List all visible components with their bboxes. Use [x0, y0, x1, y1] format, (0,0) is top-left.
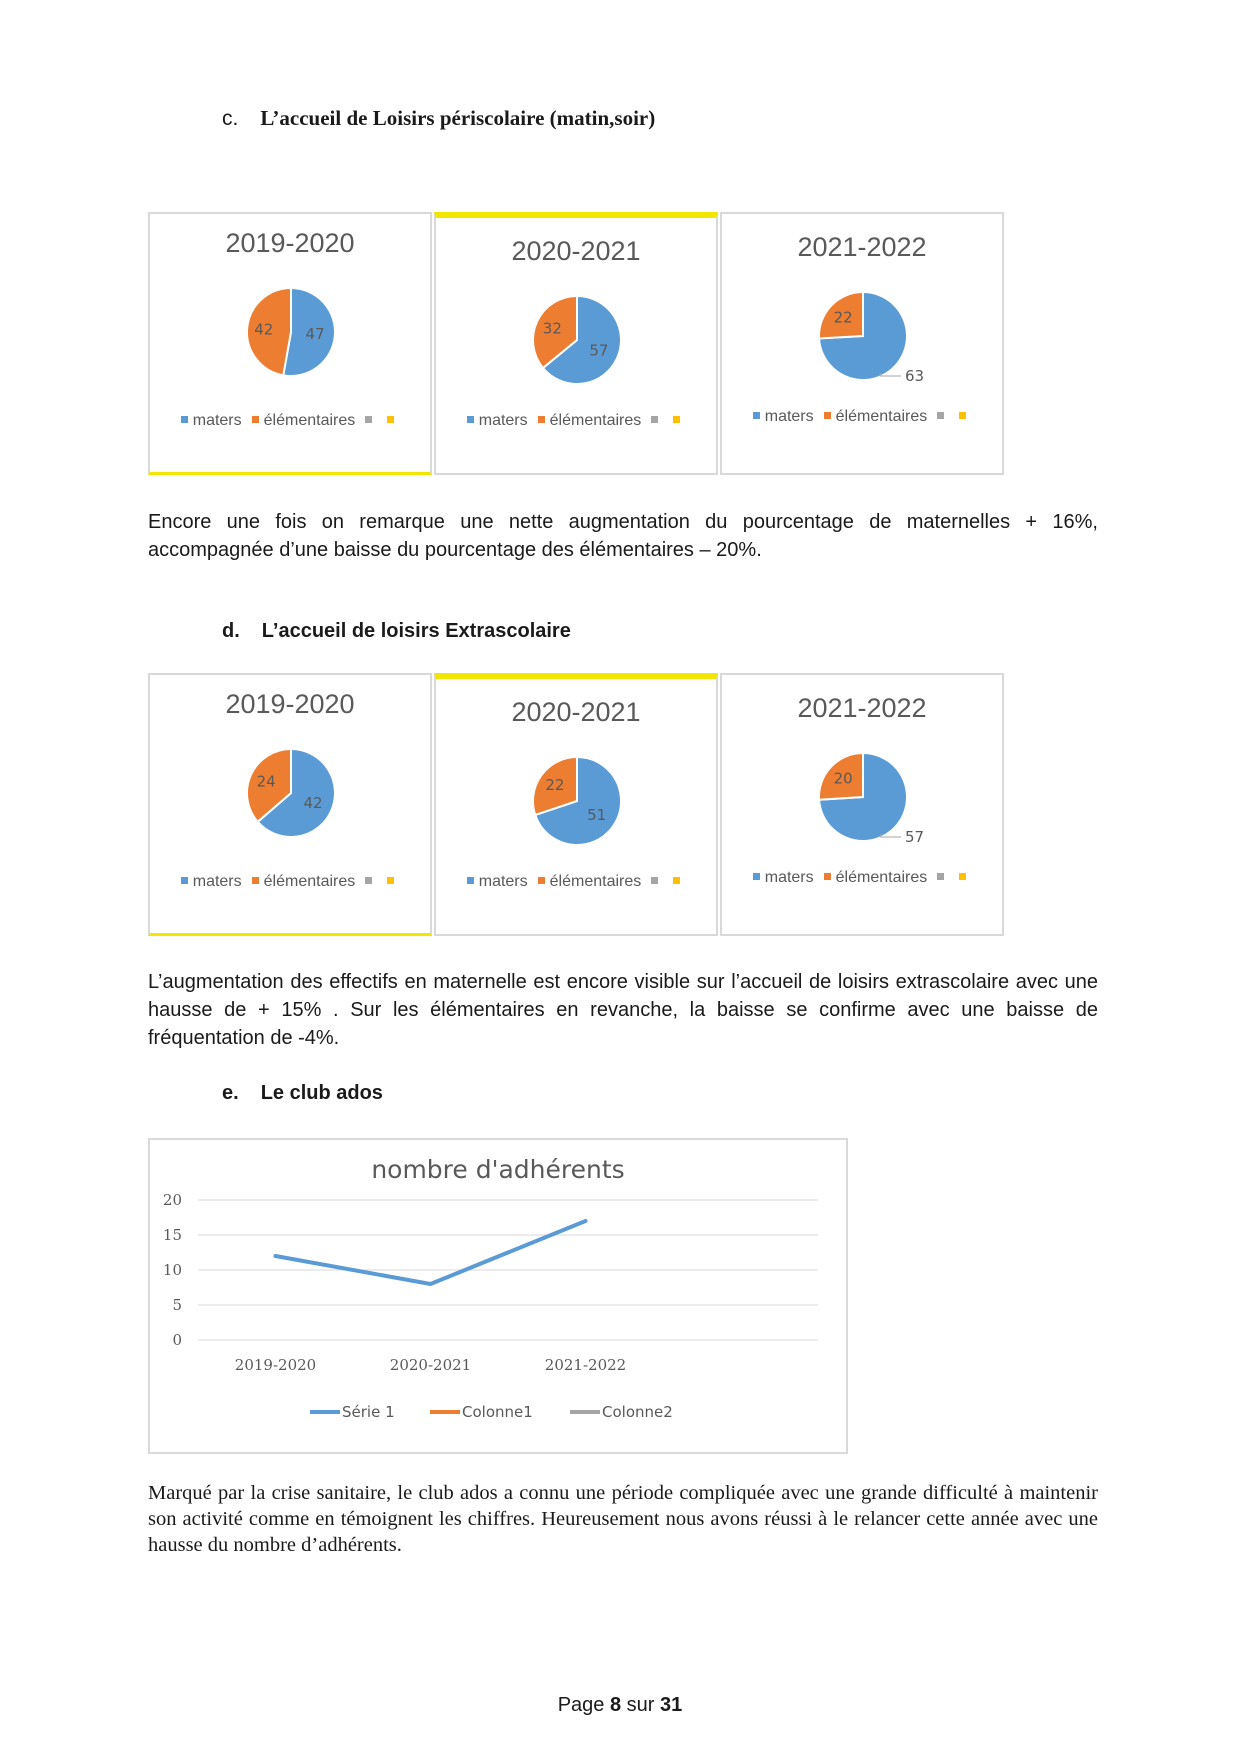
legend-swatch: [824, 412, 831, 419]
legend-item-elementaires: [538, 873, 642, 890]
pie-legend: [722, 869, 1002, 887]
footer-middle: sur: [626, 1694, 655, 1716]
legend-label: élémentaires: [549, 412, 642, 429]
section-d-title: L’accueil de loisirs Extrascolaire: [261, 620, 571, 642]
pie-title: 2020-2021: [511, 697, 641, 727]
data-point: [274, 1255, 277, 1258]
y-tick-label: 5: [172, 1296, 182, 1314]
legend-swatch: [365, 416, 372, 423]
pie-label-maters: 63: [905, 367, 925, 385]
legend-swatch: [673, 877, 680, 884]
y-tick-label: 20: [162, 1191, 182, 1209]
legend-label: Colonne2: [602, 1403, 673, 1421]
pie-label-maters: 47: [305, 325, 325, 344]
pie-title: 2021-2022: [797, 232, 927, 262]
legend-item-empty: [959, 869, 971, 886]
legend-item-maters: [467, 873, 528, 890]
pie-chart: [150, 214, 430, 444]
legend-item-maters: [467, 412, 528, 429]
legend-item-empty: [365, 873, 377, 890]
legend-item-maters: [181, 412, 242, 429]
pie-label-maters: 51: [587, 806, 607, 825]
pie-legend: [436, 412, 716, 430]
legend-label: maters: [764, 869, 814, 886]
pie-legend: [436, 873, 716, 891]
line-chart-svg: [150, 1140, 846, 1452]
data-point: [584, 1220, 587, 1223]
data-point: [429, 1283, 432, 1286]
pie-row-periscolaire: [148, 212, 1008, 477]
paragraph-club-ados: Marqué par la crise sanitaire, le club ados a connu une période compliquée avec une grande difficulté à maintenir son activité comme en témoignent les chiffres. Heureusement nous avons réussi à le relancer cette année avec une hausse du nombre d’adhérents.: [148, 1482, 1098, 1556]
pie-panel-2021-2022: [720, 673, 1004, 936]
legend-swatch: [959, 412, 966, 419]
section-d-letter: d.: [222, 620, 240, 642]
legend-label: élémentaires: [549, 873, 642, 890]
pie-panel-2019-2020: [148, 212, 432, 475]
section-e-heading: [222, 1082, 383, 1105]
legend-item-empty: [387, 412, 399, 429]
section-c-title: L’accueil de Loisirs périscolaire (matin,soir): [260, 106, 656, 130]
pie-legend: [722, 408, 1002, 426]
pie-row-extrascolaire: [148, 673, 1008, 938]
pie-label-elementaires: 24: [256, 772, 276, 791]
series-line: [276, 1221, 586, 1284]
legend-label: maters: [478, 873, 528, 890]
x-tick-label: 2021-2022: [544, 1356, 627, 1374]
y-tick-label: 10: [162, 1261, 182, 1279]
legend-item-maters: [181, 873, 242, 890]
paragraph-periscolaire: Encore une fois on remarque une nette augmentation du pourcentage de maternelles + 16%, accompagnée d’une baisse du pourcentage des élémentaires – 20%.: [148, 511, 1098, 561]
legend-swatch: [467, 416, 474, 423]
section-e-letter: e.: [222, 1082, 239, 1104]
legend-item-maters: [753, 869, 814, 886]
legend-swatch: [538, 877, 545, 884]
section-e-title: Le club ados: [260, 1082, 383, 1104]
legend-swatch: [365, 877, 372, 884]
legend-item-empty: [937, 869, 949, 886]
legend-label: maters: [764, 408, 814, 425]
legend-label: maters: [478, 412, 528, 429]
legend-item-maters: [753, 408, 814, 425]
legend-item-empty: [365, 412, 377, 429]
legend-swatch: [252, 877, 259, 884]
legend-item-elementaires: [538, 412, 642, 429]
pie-label-elementaires: 22: [833, 308, 853, 327]
y-tick-label: 0: [172, 1331, 182, 1349]
pie-label-elementaires: 22: [545, 776, 565, 795]
pie-panel-2020-2021: [434, 212, 718, 475]
legend-item-elementaires: [252, 412, 356, 429]
legend-label: élémentaires: [835, 869, 928, 886]
pie-title: 2019-2020: [225, 689, 355, 719]
legend-item-elementaires: [824, 869, 928, 886]
legend-swatch: [753, 873, 760, 880]
legend-item-elementaires: [824, 408, 928, 425]
legend-swatch: [937, 412, 944, 419]
legend-swatch: [651, 416, 658, 423]
section-c-heading: [222, 106, 655, 131]
legend-swatch: [252, 416, 259, 423]
legend-swatch: [467, 877, 474, 884]
footer-page-number: 8: [609, 1694, 622, 1716]
x-tick-label: 2020-2021: [389, 1356, 472, 1374]
pie-label-maters: 42: [303, 794, 323, 813]
legend-label: élémentaires: [263, 412, 356, 429]
legend-item-elementaires: [252, 873, 356, 890]
legend-item-empty: [651, 412, 663, 429]
section-d-heading: [222, 620, 571, 643]
legend-item-empty: [387, 873, 399, 890]
legend-label: Colonne1: [462, 1403, 533, 1421]
pie-label-elementaires: 42: [254, 320, 274, 339]
legend-swatch: [181, 877, 188, 884]
legend-label: maters: [192, 873, 242, 890]
page-footer: [0, 1694, 1240, 1717]
pie-label-maters: 57: [905, 828, 925, 846]
pie-legend: [150, 873, 430, 891]
legend-swatch: [538, 416, 545, 423]
pie-label-elementaires: 20: [833, 769, 853, 788]
pie-legend: [150, 412, 430, 430]
legend-swatch: [753, 412, 760, 419]
legend-swatch: [824, 873, 831, 880]
pie-panel-2021-2022: [720, 212, 1004, 475]
legend-swatch: [181, 416, 188, 423]
legend-item-empty: [959, 408, 971, 425]
legend-swatch: [651, 877, 658, 884]
legend-item-empty: [937, 408, 949, 425]
paragraph-extrascolaire: L’augmentation des effectifs en maternelle est encore visible sur l’accueil de loisirs extrascolaire avec une hausse de + 15% . Sur les élémentaires en revanche, la baisse se confirme avec une baisse de fréquentation de -4%.: [148, 971, 1098, 1049]
legend-swatch: [387, 877, 394, 884]
line-chart-club-ados: [148, 1138, 848, 1454]
legend-swatch: [387, 416, 394, 423]
legend-swatch: [673, 416, 680, 423]
pie-panel-2019-2020: [148, 673, 432, 936]
legend-swatch: [937, 873, 944, 880]
legend-item-empty: [673, 873, 685, 890]
pie-chart: [150, 675, 430, 905]
legend-label: maters: [192, 412, 242, 429]
legend-label: élémentaires: [263, 873, 356, 890]
pie-panel-2020-2021: [434, 673, 718, 936]
pie-label-elementaires: 32: [542, 319, 562, 338]
footer-prefix: Page: [557, 1694, 605, 1716]
x-tick-label: 2019-2020: [234, 1356, 317, 1374]
pie-title: 2021-2022: [797, 693, 927, 723]
y-tick-label: 15: [162, 1226, 182, 1244]
pie-title: 2019-2020: [225, 228, 355, 258]
legend-swatch: [959, 873, 966, 880]
footer-total-pages: 31: [660, 1694, 683, 1716]
legend-item-empty: [651, 873, 663, 890]
legend-item-empty: [673, 412, 685, 429]
pie-label-maters: 57: [589, 341, 609, 360]
section-c-letter: c.: [222, 107, 239, 130]
legend-label: élémentaires: [835, 408, 928, 425]
chart-title: nombre d'adhérents: [371, 1155, 625, 1184]
pie-title: 2020-2021: [511, 236, 641, 266]
legend-label: Série 1: [342, 1403, 395, 1421]
